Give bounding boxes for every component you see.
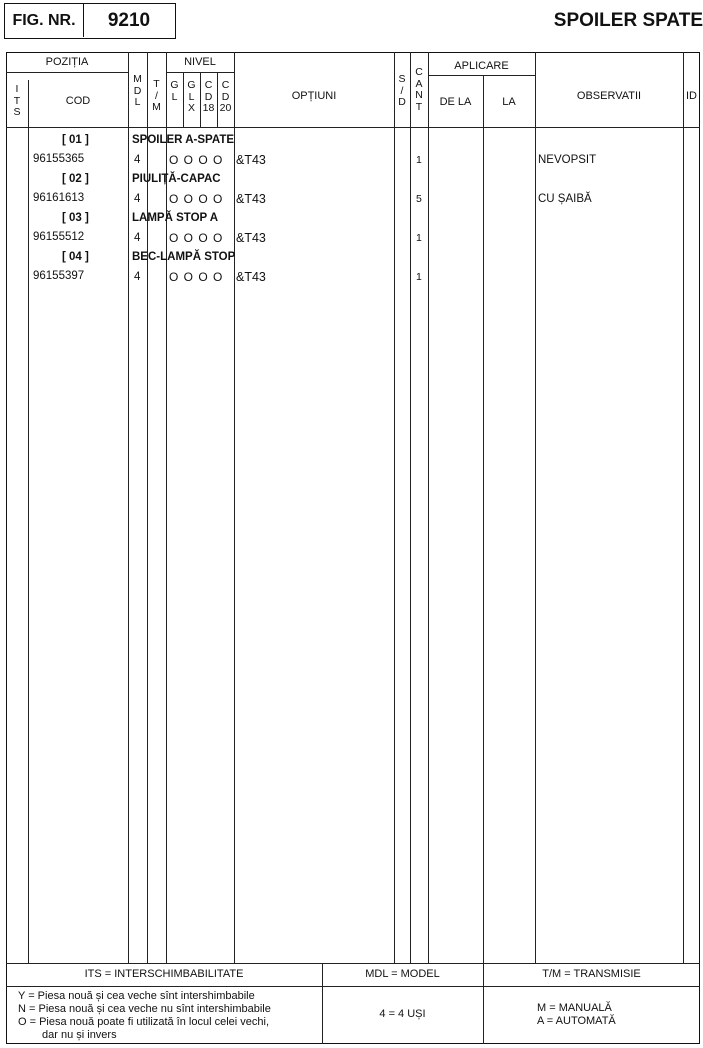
header-pozitia: POZIȚIA: [45, 56, 89, 68]
item-quantity: 1: [416, 232, 422, 244]
legend-its-o2: dar nu și invers: [42, 1029, 117, 1041]
header-cod: COD: [65, 95, 91, 107]
page-title: SPOILER SPATE: [553, 10, 703, 31]
item-code: 96161613: [33, 192, 85, 204]
header-divider-pozitia: [6, 72, 128, 73]
legend-mdl-value: 4 = 4 UȘI: [379, 1008, 426, 1020]
header-nivel-cd18: C D 18: [202, 79, 215, 114]
header-tm: T / M: [152, 78, 161, 113]
legend-its-y: Y = Piesa nouă și cea veche sînt intershimbabile: [18, 990, 255, 1002]
item-name: BEC-LAMPĂ STOP: [132, 251, 236, 263]
item-mdl: 4: [134, 232, 141, 244]
item-name: LAMPĂ STOP A: [132, 212, 219, 224]
legend-tm-a: A = AUTOMATĂ: [537, 1015, 616, 1027]
legend-top-line: [6, 963, 700, 964]
col-line-sd: [410, 52, 411, 963]
item-position: [ 02 ]: [62, 173, 89, 185]
legend-tm-m: M = MANUALĂ: [537, 1002, 612, 1014]
item-name: SPOILER A-SPATE: [132, 134, 235, 146]
header-its: I T S: [13, 83, 21, 118]
item-code: 96155512: [33, 231, 85, 243]
col-line-dela: [483, 75, 484, 963]
item-quantity: 1: [416, 271, 422, 283]
item-mdl: 4: [134, 193, 141, 205]
header-nivel-cd20: C D 20: [219, 79, 232, 114]
item-levels: O O O O: [169, 270, 224, 284]
parts-table: [6, 52, 700, 1044]
figure-label: FIG. NR.: [5, 4, 84, 37]
item-position: [ 01 ]: [62, 134, 89, 146]
header-nivel-glx: G L X: [187, 79, 196, 114]
item-code: 96155397: [33, 270, 85, 282]
header-bottom-line: [6, 127, 700, 128]
legend-its-o: O = Piesa nouă poate fi utilizată în locul celei vechi,: [18, 1016, 270, 1028]
item-option: &T43: [236, 153, 266, 167]
col-line-cant: [428, 52, 429, 963]
legend-mid-line: [6, 986, 700, 987]
figure-number: 9210: [107, 9, 151, 31]
col-line-its: [28, 80, 29, 963]
header-nivel-gl: G L: [170, 79, 179, 103]
header-mdl: M D L: [133, 73, 142, 108]
item-position: [ 04 ]: [62, 251, 89, 263]
item-code: 96155365: [33, 153, 85, 165]
legend-its-n: N = Piesa nouă și cea veche nu sînt intershimbabile: [18, 1003, 271, 1015]
legend-mdl-title: MDL = MODEL: [365, 968, 440, 980]
item-position: [ 03 ]: [62, 212, 89, 224]
col-line-nivel: [234, 52, 235, 963]
item-levels: O O O O: [169, 192, 224, 206]
header-observatii: OBSERVATII: [576, 90, 642, 102]
item-name: PIULIȚĂ-CAPAC: [132, 173, 221, 185]
col-line-observatii: [683, 52, 684, 963]
header-la: LA: [502, 96, 516, 108]
legend-tm-title: T/M = TRANSMISIE: [542, 968, 641, 980]
item-levels: O O O O: [169, 231, 224, 245]
legend-its-title: ITS = INTERSCHIMBABILITATE: [84, 968, 244, 980]
col-line-cod: [128, 52, 129, 963]
item-option: &T43: [236, 192, 266, 206]
header-aplicare: APLICARE: [454, 60, 509, 72]
header-sd: S / D: [398, 73, 406, 108]
header-cant: C A N T: [415, 66, 423, 113]
header-optiuni: OPȚIUNI: [291, 90, 337, 102]
item-option: &T43: [236, 270, 266, 284]
item-option: &T43: [236, 231, 266, 245]
col-line-optiuni: [394, 52, 395, 963]
col-line-tm: [166, 52, 167, 963]
item-quantity: 5: [416, 193, 422, 205]
header-divider-aplicare: [428, 75, 535, 76]
item-observation: NEVOPSIT: [538, 154, 597, 166]
col-line-la: [535, 52, 536, 963]
header-id: ID: [686, 90, 697, 102]
header-nivel: NIVEL: [184, 56, 216, 68]
item-levels: O O O O: [169, 153, 224, 167]
header-de-la: DE LA: [439, 96, 472, 108]
item-quantity: 1: [416, 154, 422, 166]
item-mdl: 4: [134, 154, 141, 166]
figure-number-box: [4, 3, 176, 39]
item-mdl: 4: [134, 271, 141, 283]
col-line-mdl: [147, 52, 148, 963]
item-observation: CU ȘAIBĂ: [538, 193, 592, 205]
